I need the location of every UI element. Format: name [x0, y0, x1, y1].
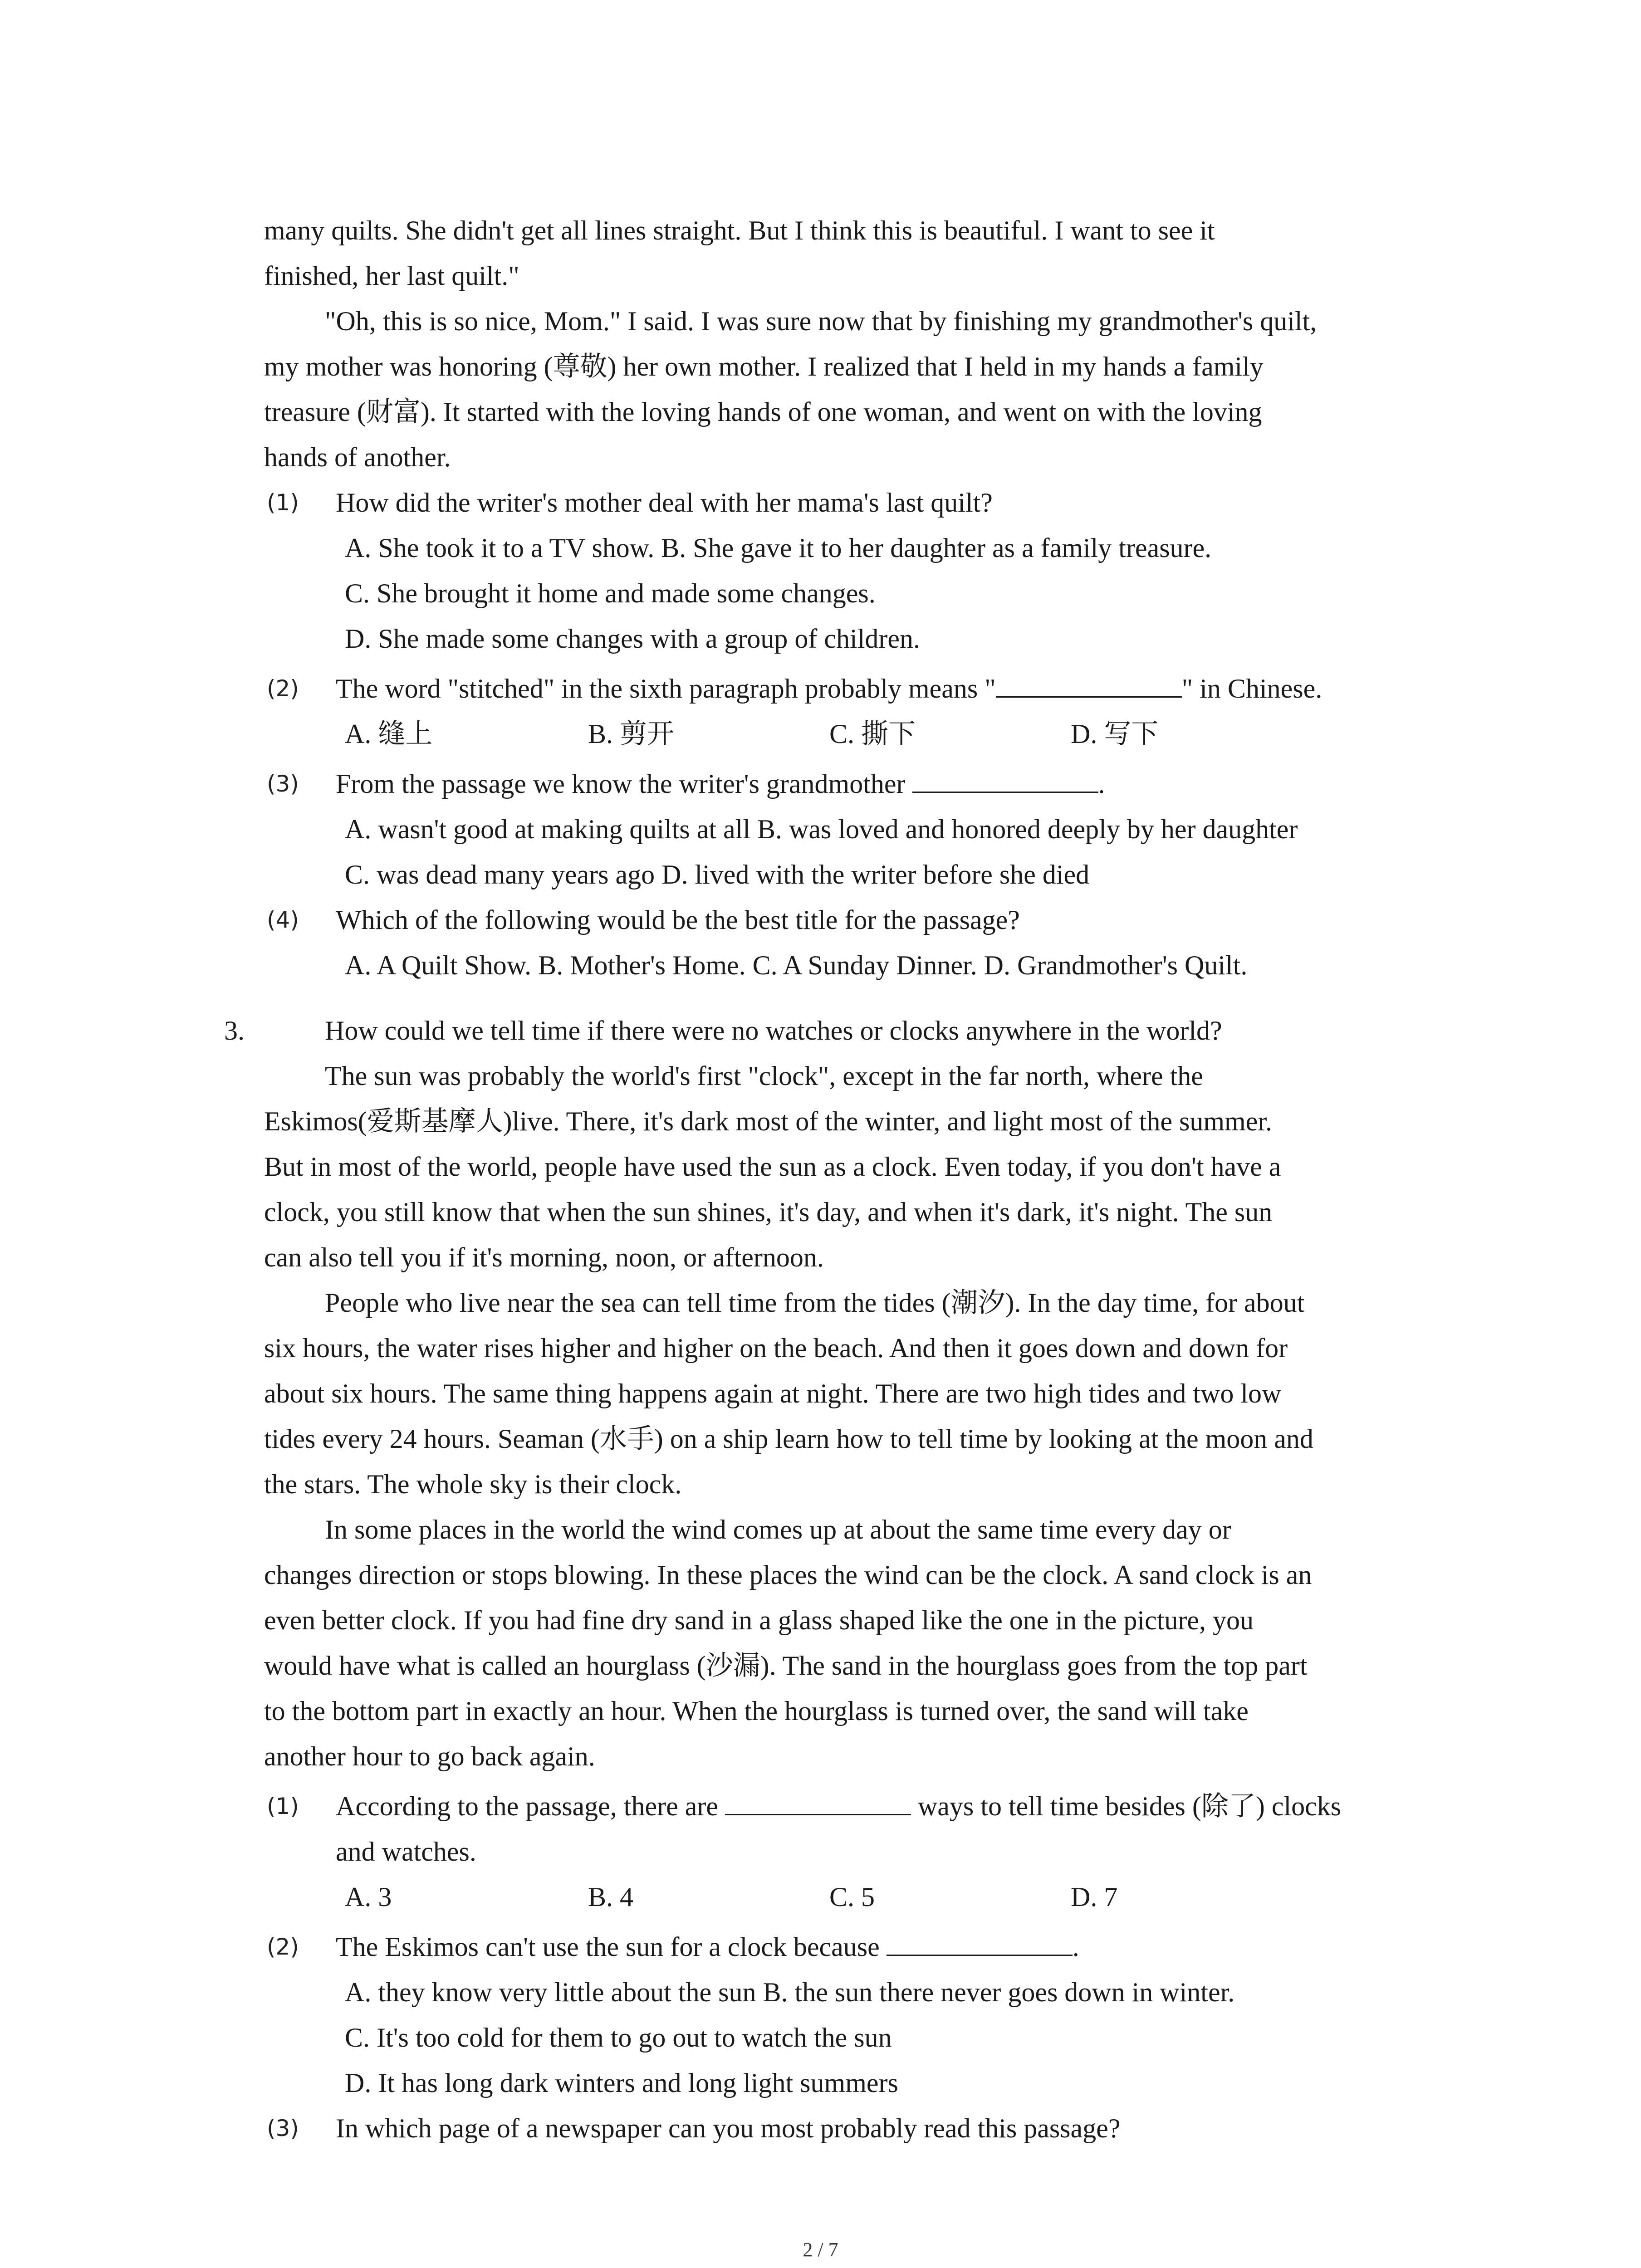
question-text-before: From the passage we know the writer's grandmother — [336, 769, 906, 799]
question-text-after: . — [1072, 1932, 1079, 1962]
answer-options: A. wasn't good at making quilts at all B. was loved and honored deeply by her daughter — [345, 814, 1298, 844]
answer-blank — [912, 768, 1098, 793]
passage-line: about six hours. The same thing happens again at night. There are two high tides and two low — [264, 1378, 1282, 1408]
question-text-after: " in Chinese. — [1181, 674, 1323, 704]
question-number: (2) — [267, 675, 299, 702]
passage-number: 3. — [224, 1016, 245, 1046]
question-number: (3) — [267, 2115, 299, 2141]
question-text: In which page of a newspaper can you most probably read this passage? — [336, 2113, 1121, 2143]
answer-options: D. It has long dark winters and long light summers — [345, 2068, 898, 2098]
passage-line: In some places in the world the wind comes up at about the same time every day or — [325, 1515, 1231, 1545]
answer-blank — [725, 1790, 911, 1815]
passage-line: The sun was probably the world's first "clock", except in the far north, where the — [325, 1061, 1203, 1091]
question-text — [336, 1931, 1079, 1963]
passage-line: finished, her last quilt." — [264, 261, 519, 291]
question-number: (4) — [267, 907, 299, 933]
passage-line: changes direction or stops blowing. In these places the wind can be the clock. A sand clock is an — [264, 1560, 1312, 1590]
answer-options: C. She brought it home and made some changes. — [345, 578, 876, 608]
question-text-before: The Eskimos can't use the sun for a clock because — [336, 1932, 880, 1962]
option-a: A. 3 — [345, 1882, 392, 1912]
passage-line: would have what is called an hourglass (沙漏). The sand in the hourglass goes from the top part — [264, 1651, 1308, 1681]
option-d: D. 写下 — [1071, 719, 1159, 749]
question-text-before: The word "stitched" in the sixth paragraph probably means " — [336, 674, 996, 704]
question-text — [336, 1790, 1341, 1823]
option-a: A. 缝上 — [345, 719, 433, 749]
passage-line: "Oh, this is so nice, Mom." I said. I was sure now that by finishing my grandmother's quilt, — [325, 306, 1317, 336]
option-b: B. 剪开 — [588, 719, 675, 749]
passage-line: to the bottom part in exactly an hour. When the hourglass is turned over, the sand will take — [264, 1696, 1249, 1726]
passage-line: can also tell you if it's morning, noon, or afternoon. — [264, 1242, 824, 1272]
question-number: (2) — [267, 1934, 299, 1960]
question-number: (1) — [267, 489, 299, 516]
passage-line: But in most of the world, people have used the sun as a clock. Even today, if you don't have a — [264, 1152, 1281, 1182]
question-text: Which of the following would be the best title for the passage? — [336, 905, 1020, 935]
answer-blank — [996, 673, 1182, 698]
question-text-after: . — [1098, 769, 1105, 799]
option-d: D. 7 — [1071, 1882, 1118, 1912]
question-text-continued: and watches. — [336, 1837, 476, 1867]
passage-line: six hours, the water rises higher and higher on the beach. And then it goes down and down for — [264, 1333, 1288, 1363]
option-c: C. 5 — [829, 1882, 875, 1912]
passage-line: tides every 24 hours. Seaman (水手) on a ship learn how to tell time by looking at the moon and — [264, 1424, 1313, 1454]
answer-options: C. was dead many years ago D. lived with the writer before she died — [345, 860, 1090, 890]
passage-line: my mother was honoring (尊敬) her own mother. I realized that I held in my hands a family — [264, 352, 1264, 381]
question-text-before: According to the passage, there are — [336, 1791, 718, 1821]
passage-line: hands of another. — [264, 442, 451, 472]
page-number: 2 / 7 — [803, 2239, 838, 2261]
question-text-after: ways to tell time besides (除了) clocks — [917, 1791, 1342, 1821]
passage-line: even better clock. If you had fine dry sand in a glass shaped like the one in the picture, you — [264, 1605, 1254, 1635]
answer-options: D. She made some changes with a group of children. — [345, 624, 920, 654]
option-b: B. 4 — [588, 1882, 634, 1912]
option-c: C. 撕下 — [829, 719, 916, 749]
passage-line: How could we tell time if there were no watches or clocks anywhere in the world? — [325, 1016, 1222, 1046]
question-text — [336, 767, 1105, 800]
question-text — [336, 672, 1322, 705]
passage-line: another hour to go back again. — [264, 1741, 595, 1771]
answer-options: A. they know very little about the sun B. the sun there never goes down in winter. — [345, 1977, 1235, 2007]
answer-blank — [887, 1931, 1073, 1956]
question-number: (3) — [267, 771, 299, 797]
question-number: (1) — [267, 1793, 299, 1819]
passage-line: Eskimos(爱斯基摩人)live. There, it's dark most of the winter, and light most of the summer. — [264, 1106, 1272, 1136]
question-text: How did the writer's mother deal with her mama's last quilt? — [336, 488, 993, 518]
passage-line: many quilts. She didn't get all lines straight. But I think this is beautiful. I want to see it — [264, 215, 1215, 245]
answer-options: A. She took it to a TV show. B. She gave it to her daughter as a family treasure. — [345, 533, 1212, 563]
passage-line: treasure (财富). It started with the loving hands of one woman, and went on with the loving — [264, 397, 1262, 427]
answer-options: A. A Quilt Show. B. Mother's Home. C. A Sunday Dinner. D. Grandmother's Quilt. — [345, 950, 1248, 980]
passage-line: People who live near the sea can tell time from the tides (潮汐). In the day time, for about — [325, 1288, 1305, 1318]
answer-options: C. It's too cold for them to go out to watch the sun — [345, 2023, 892, 2053]
passage-line: clock, you still know that when the sun shines, it's day, and when it's dark, it's night. The sun — [264, 1197, 1273, 1227]
passage-line: the stars. The whole sky is their clock. — [264, 1469, 682, 1499]
